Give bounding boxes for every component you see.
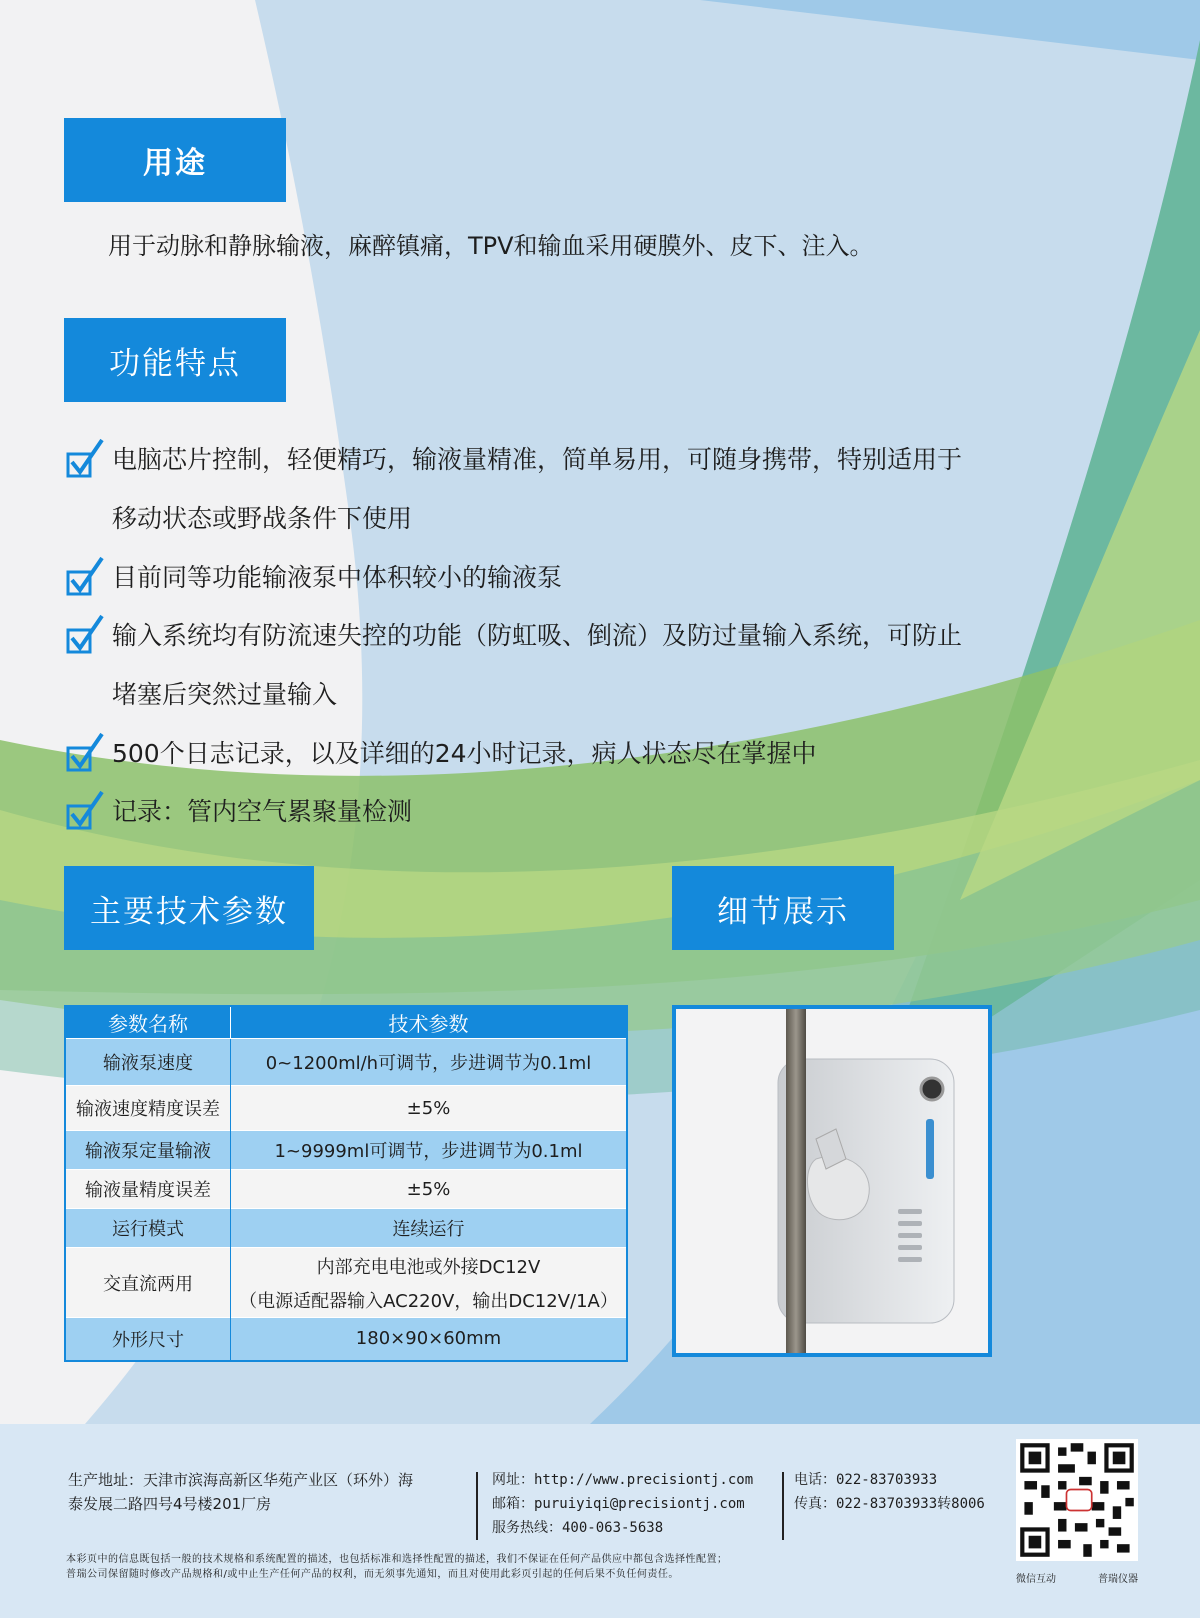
param-name: 输液泵速度 [65, 1039, 231, 1086]
footer-contact-web [492, 1468, 753, 1540]
table-row [65, 1086, 627, 1131]
feature-text: 目前同等功能输液泵中体积较小的输液泵 [112, 563, 563, 592]
checkbox-check-icon [66, 732, 108, 774]
feature-item [66, 724, 1112, 783]
checkbox-check-icon [66, 790, 108, 832]
detail-heading: 细节展示 [672, 866, 894, 950]
param-name: 输液速度精度误差 [65, 1086, 231, 1131]
table-row [65, 1131, 627, 1170]
param-value: 0~1200ml/h可调节，步进调节为0.1ml [231, 1039, 628, 1086]
feature-item [66, 430, 1112, 548]
checkbox-check-icon [66, 438, 108, 480]
param-value: 连续运行 [231, 1209, 628, 1248]
usage-description: 用于动脉和静脉输液，麻醉镇痛，TPV和输血采用硬膜外、皮下、注入。 [108, 232, 874, 260]
feature-text-cont: 堵塞后突然过量输入 [112, 680, 338, 709]
disclaimer-line1: 本彩页中的信息既包括一般的技术规格和系统配置的描述，也包括标准和选择性配置的描述，我们不保证在任何产品供应中都包含选择性配置； [66, 1554, 728, 1565]
param-name: 输液泵定量输液 [65, 1131, 231, 1170]
usage-heading: 用途 [64, 118, 286, 202]
qr-label-wechat: 微信互动 [1016, 1574, 1056, 1585]
table-row [65, 1318, 627, 1361]
param-value: 1~9999ml可调节，步进调节为0.1ml [231, 1131, 628, 1170]
feature-item [66, 548, 1112, 607]
param-value [231, 1248, 628, 1318]
qr-caption [1016, 1570, 1138, 1585]
footer-divider [476, 1472, 478, 1540]
feature-text: 输入系统均有防流速失控的功能（防虹吸、倒流）及防过量输入系统，可防止 [112, 621, 963, 650]
param-name: 外形尺寸 [65, 1318, 231, 1361]
param-name: 输液量精度误差 [65, 1170, 231, 1209]
table-row [65, 1170, 627, 1209]
table-row [65, 1209, 627, 1248]
param-value: ±5% [231, 1086, 628, 1131]
feature-text: 500个日志记录，以及详细的24小时记录，病人状态尽在掌握中 [112, 739, 817, 768]
address-line2: 泰发展二路四号4号楼201厂房 [68, 1495, 272, 1513]
footer-divider [782, 1472, 784, 1540]
feature-text-cont: 移动状态或野战条件下使用 [112, 504, 413, 533]
param-name: 运行模式 [65, 1209, 231, 1248]
col-header-name: 参数名称 [65, 1006, 231, 1039]
table-row [65, 1248, 627, 1318]
qr-label-brand: 普瑞仪器 [1098, 1574, 1138, 1585]
feature-item [66, 606, 1112, 724]
footer [0, 1424, 1200, 1618]
fax: 传真：022-83703933转8006 [794, 1496, 985, 1512]
param-name: 交直流两用 [65, 1248, 231, 1318]
website-link[interactable]: 网址：http://www.precisiontj.com [492, 1472, 754, 1488]
param-value: ±5% [231, 1170, 628, 1209]
feature-item [66, 782, 1112, 841]
param-value-line2: （电源适配器输入AC220V，输出DC12V/1A） [239, 1290, 618, 1312]
col-header-value: 技术参数 [231, 1006, 628, 1039]
disclaimer [66, 1552, 966, 1582]
param-value: 180×90×60mm [231, 1318, 628, 1361]
feature-text: 记录：管内空气累聚量检测 [112, 797, 413, 826]
table-row [65, 1039, 627, 1086]
address-line1: 生产地址：天津市滨海高新区华苑产业区（环外）海 [68, 1471, 414, 1489]
table-header-row [65, 1006, 627, 1039]
disclaimer-line2: 普瑞公司保留随时修改产品规格和/或中止生产任何产品的权利，而无须事先通知，而且对使用此彩页引起的任何后果不负任何责任。 [66, 1569, 679, 1580]
params-table [64, 1005, 628, 1362]
email-link[interactable]: 邮箱：puruiyiqi@precisiontj.com [492, 1496, 745, 1512]
detail-image [676, 1009, 988, 1353]
footer-contact-phone [794, 1468, 985, 1516]
params-heading: 主要技术参数 [64, 866, 314, 950]
feature-text: 电脑芯片控制，轻便精巧，输液量精准，简单易用，可随身携带，特别适用于 [112, 445, 963, 474]
checkbox-check-icon [66, 614, 108, 656]
detail-image-frame [672, 1005, 992, 1357]
footer-address [68, 1468, 413, 1516]
phone: 电话：022-83703933 [794, 1472, 938, 1488]
param-value-line1: 内部充电电池或外接DC12V [316, 1256, 541, 1278]
features-heading: 功能特点 [64, 318, 286, 402]
qr-code-icon [1016, 1439, 1138, 1561]
infusion-pump-illustration [676, 1009, 988, 1353]
checkbox-check-icon [66, 556, 108, 598]
hotline: 服务热线：400-063-5638 [492, 1520, 664, 1536]
